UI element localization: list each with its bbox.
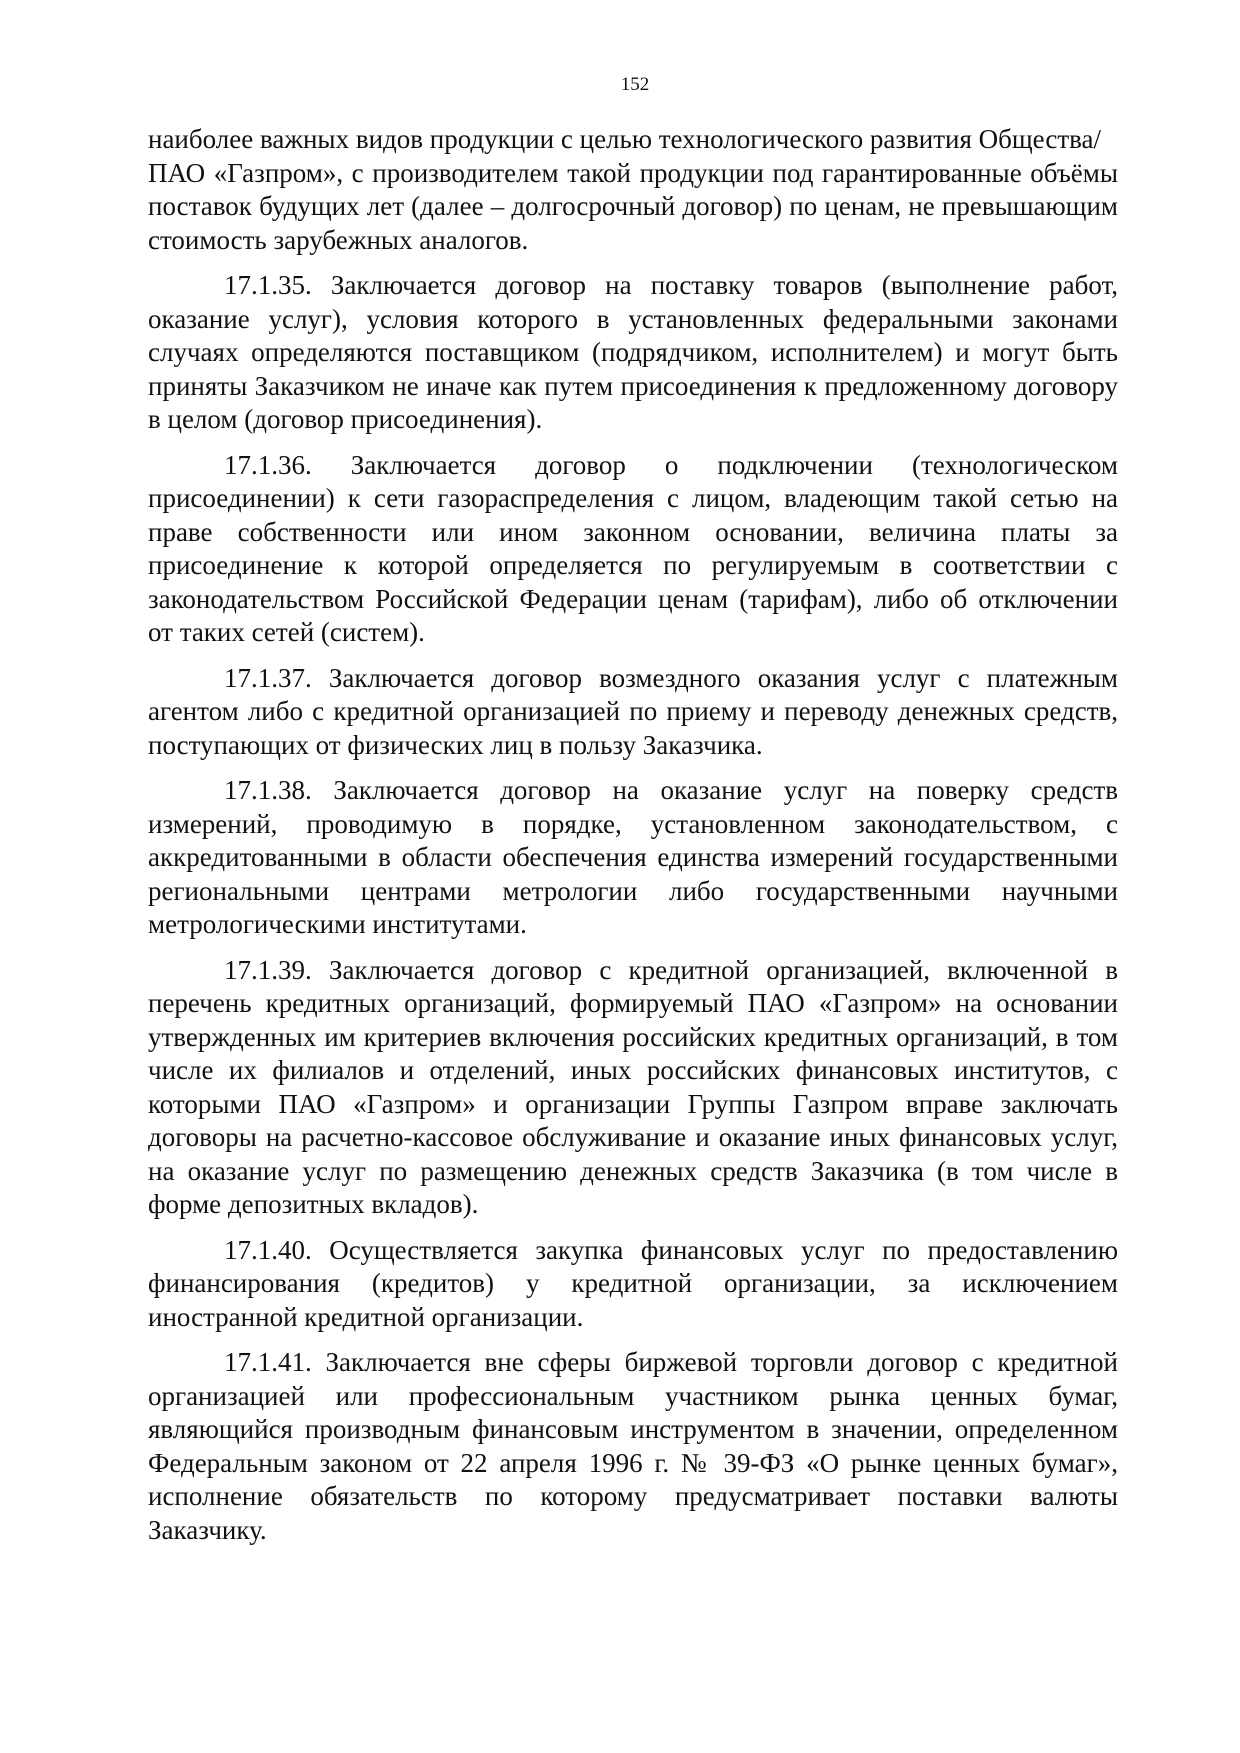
clause-17-1-37 xyxy=(148,662,1118,763)
page-number: 152 xyxy=(620,74,650,95)
clause-17-1-39 xyxy=(148,954,1118,1222)
clause-number: 17.1.37. xyxy=(224,662,312,693)
clause-text: Заключается договор на поставку товаров (выполнение работ, оказание услуг), условия которого в установленных федеральными законами случаях определяются поставщиком (подрядчиком, исполнителем) и могут быть приняты Заказчиком не иначе как путем присоединения к предложенному договору в целом (договор присоединения). xyxy=(148,270,1118,434)
clause-17-1-41 xyxy=(148,1346,1118,1547)
clause-number: 17.1.36. xyxy=(224,449,312,480)
clause-text: Заключается договор возмездного оказания услуг с платежным агентом либо с кредитной организацией по приему и переводу денежных средств, поступающих от физических лиц в пользу Заказчика. xyxy=(148,662,1118,760)
clause-number: 17.1.41. xyxy=(224,1347,312,1377)
clause-text: Заключается вне сферы биржевой торговли договор с кредитной организацией или профессиональным участником рынка ценных бумаг, являющийся производным финансовым инструментом в значении, определенном Федеральным законом от 22 апреля 1996 г. № 39-ФЗ «О рынке ценных бумаг», исполнение обязательств по которому предусматривает поставки валюты Заказчику. xyxy=(148,1347,1118,1545)
document-body xyxy=(148,123,1118,1559)
clause-text: Осуществляется закупка финансовых услуг по предоставлению финансирования (кредитов) у кредитной организации, за исключением иностранной кредитной организации. xyxy=(148,1234,1118,1332)
clause-text: Заключается договор на оказание услуг на поверку средств измерений, проводимую в порядке, установленном законодательством, с аккредитованными в области обеспечения единства измерений государственными региональными центрами метрологии либо государственными научными метрологическими институтами. xyxy=(148,775,1118,939)
paragraph-text: наиболее важных видов продукции с целью технологического развития Общества/ xyxy=(148,124,1102,154)
clause-number: 17.1.38. xyxy=(224,775,312,805)
clause-number: 17.1.40. xyxy=(224,1234,312,1265)
paragraph-text: ПАО «Газпром», с производителем такой продукции под гарантированные объёмы поставок будущих лет (далее – долгосрочный договор) по ценам, не превышающим стоимость зарубежных аналогов. xyxy=(148,157,1118,255)
clause-17-1-35 xyxy=(148,269,1118,437)
paragraph-continuation xyxy=(148,123,1118,257)
clause-text: Заключается договор о подключении (технологическом присоединении) к сети газораспределения с лицом, владеющим такой сетью на праве собственности или ином законном основании, величина платы за присоединение к которой определяется по регулируемым в соответствии с законодательством Российской Федерации ценам (тарифам), либо об отключении от таких сетей (систем). xyxy=(148,449,1118,647)
clause-number: 17.1.39. xyxy=(224,954,312,985)
clause-text: Заключается договор с кредитной организацией, включенной в перечень кредитных организаций, формируемый ПАО «Газпром» на основании утвержденных им критериев включения российских кредитных организаций, в том числе их филиалов и отделений, иных российских финансовых институтов, с которыми ПАО «Газпром» и организации Группы Газпром вправе заключать договоры на расчетно-кассовое обслуживание и оказание иных финансовых услуг, на оказание услуг по размещению денежных средств Заказчика (в том числе в форме депозитных вкладов). xyxy=(148,954,1119,1219)
clause-17-1-40 xyxy=(148,1234,1118,1335)
clause-17-1-36 xyxy=(148,449,1118,650)
clause-17-1-38 xyxy=(148,774,1118,942)
clause-number: 17.1.35. xyxy=(224,270,312,300)
